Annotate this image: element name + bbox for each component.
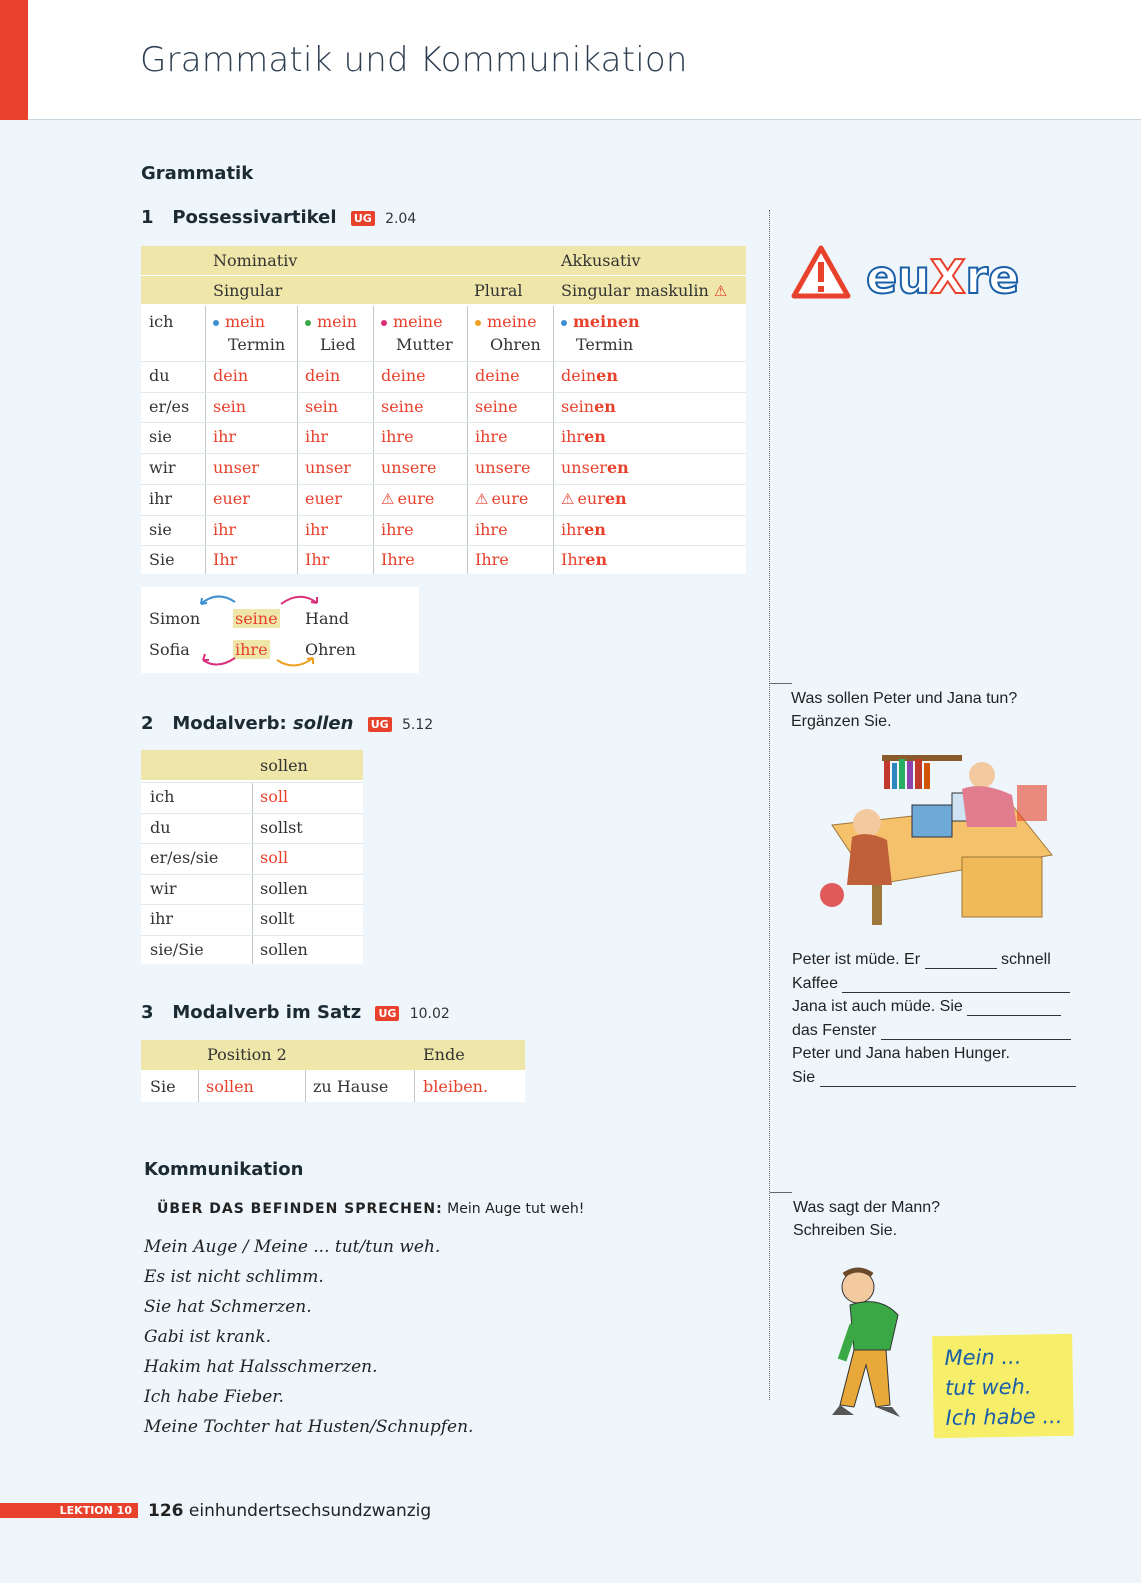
row-separator — [141, 843, 363, 844]
euxre-example — [866, 250, 1019, 304]
divider-tick — [770, 1192, 792, 1193]
possessive-cell: ihr — [305, 520, 329, 539]
ug-reference: 5.12 — [401, 717, 434, 733]
ending: en — [584, 520, 606, 539]
possessive-cell — [561, 397, 616, 416]
ending: en — [585, 550, 608, 569]
possessive-cell: seine — [381, 397, 424, 416]
column-divider — [467, 306, 468, 574]
page-number-word: einhundertsechsundzwanzig — [188, 1501, 432, 1521]
page-title: Grammatik und Kommunikation — [140, 40, 688, 80]
possessive-word: eure — [397, 489, 435, 508]
task-1-instruction: Ergänzen Sie. — [791, 713, 892, 730]
office-illustration-icon — [812, 745, 1062, 945]
possessive-cell: ihre — [475, 427, 508, 446]
sticky-line-2: tut weh. — [944, 1374, 1032, 1401]
chapter-color-bar — [0, 0, 28, 120]
person-cell: er/es — [149, 397, 190, 416]
column-divider — [769, 210, 771, 1400]
example-seine: seine — [235, 609, 278, 628]
subheading-caps: ÜBER DAS BEFINDEN SPRECHEN: — [157, 1201, 443, 1217]
possessive-cell — [561, 366, 618, 385]
possessive-cell: Ihre — [381, 550, 415, 569]
kommunikation-phrase: Meine Tochter hat Husten/Schnupfen. — [144, 1417, 474, 1437]
header-separator — [141, 275, 746, 276]
example-simon: Simon — [149, 609, 201, 628]
example-ohren: Ohren — [305, 640, 356, 659]
possessive-cell: unser — [213, 458, 259, 477]
meinen-word: meinen — [573, 312, 640, 331]
person-cell: wir — [150, 879, 177, 898]
feminine-dot-icon — [381, 320, 387, 326]
warning-icon: ⚠ — [475, 490, 489, 508]
task-1-line-5: Peter und Jana haben Hunger. — [792, 1045, 1010, 1062]
example-sofia: Sofia — [149, 640, 190, 659]
person-cell: sie/Sie — [150, 940, 204, 959]
lektion-tag: LEKTION 10 — [0, 1503, 138, 1518]
stem: sein — [561, 397, 595, 416]
task-1-question: Was sollen Peter und Jana tun? — [791, 690, 1018, 707]
neuter-dot-icon — [305, 320, 311, 326]
row-separator — [141, 935, 363, 936]
kommunikation-phrase: Es ist nicht schlimm. — [144, 1267, 324, 1287]
task-1-line-4 — [792, 1022, 1071, 1040]
verb-form-cell: sollt — [260, 909, 295, 928]
row-separator — [141, 904, 363, 905]
row-separator — [141, 484, 746, 485]
task-1-line-1 — [792, 951, 1051, 969]
warning-icon: ⚠ — [381, 490, 395, 508]
line-3-text: Jana ist auch müde. Sie — [792, 998, 963, 1015]
possessive-cell — [561, 458, 629, 477]
example-ihre: ihre — [235, 640, 268, 659]
kommunikation-phrase: Gabi ist krank. — [144, 1327, 272, 1347]
person-ich: ich — [149, 312, 174, 331]
possessive-cell: Ihre — [475, 550, 509, 569]
euxre-part-a: eu — [866, 250, 930, 304]
person-cell: ihr — [150, 909, 174, 928]
answer-blank[interactable] — [820, 1086, 1076, 1087]
cell-meinen-termin — [561, 312, 640, 331]
stem: ihr — [561, 520, 585, 539]
section-2-title-em: sollen — [293, 713, 354, 734]
line-1-end: schnell — [1000, 951, 1051, 968]
arrows-icon — [195, 590, 335, 670]
possessive-cell — [475, 489, 528, 508]
kommunikation-phrase: Ich habe Fieber. — [144, 1387, 284, 1407]
meine-word: meine — [393, 312, 443, 331]
divider-tick — [770, 683, 792, 684]
possessive-cell: ihr — [305, 427, 329, 446]
person-cell: Sie — [149, 550, 175, 569]
mein-word: mein — [317, 312, 358, 331]
possessive-cell: seine — [475, 397, 518, 416]
verb-form-cell: sollen — [260, 940, 308, 959]
sticky-line-1: Mein ... — [944, 1344, 1022, 1371]
sticky-note — [932, 1334, 1074, 1438]
column-divider — [373, 306, 374, 574]
person-cell: ich — [150, 787, 175, 806]
possessive-cell: ihr — [213, 427, 237, 446]
sticky-line-3: Ich habe ... — [945, 1403, 1063, 1431]
page-number — [148, 1501, 431, 1521]
cell-meine-mutter — [381, 312, 443, 331]
column-divider — [553, 306, 554, 574]
ending: en — [606, 458, 629, 477]
verb-form-cell: soll — [260, 787, 289, 806]
possessive-cell: deine — [475, 366, 520, 385]
ending: en — [584, 427, 606, 446]
person-cell: du — [150, 818, 171, 837]
possessive-cell: deine — [381, 366, 426, 385]
man-illustration-icon — [820, 1265, 930, 1425]
possessive-cell — [561, 489, 627, 508]
task-1-line-2 — [792, 975, 1070, 993]
possessive-cell: sein — [213, 397, 247, 416]
stem: unser — [561, 458, 607, 477]
section-1-heading — [141, 207, 416, 228]
answer-blank[interactable] — [842, 992, 1070, 993]
ug-badge: UG — [351, 211, 375, 226]
subheading-rest: Mein Auge tut weh! — [442, 1201, 585, 1217]
person-cell: wir — [149, 458, 176, 477]
section-2-heading — [141, 713, 433, 734]
warning-triangle-icon — [790, 244, 852, 300]
possessive-cell: dein — [305, 366, 341, 385]
possessive-cell: euer — [305, 489, 342, 508]
line-1-text: Peter ist müde. Er — [792, 951, 921, 968]
column-divider — [305, 1070, 306, 1102]
person-cell: ihr — [149, 489, 173, 508]
possessive-cell — [561, 550, 607, 569]
column-divider — [297, 306, 298, 574]
verb-form-cell: sollen — [260, 879, 308, 898]
kommunikation-phrase: Mein Auge / Meine ... tut/tun weh. — [144, 1237, 441, 1257]
warning-icon: ⚠ — [713, 282, 728, 300]
sollen-table-header — [141, 750, 363, 780]
verb-form-cell: soll — [260, 848, 289, 867]
masculine-dot-icon — [213, 320, 219, 326]
ug-reference: 2.04 — [385, 211, 417, 227]
row-separator — [141, 422, 746, 423]
header-plural: Plural — [474, 281, 523, 300]
task-1-line-3 — [792, 998, 1061, 1016]
row-separator — [141, 782, 363, 783]
plural-dot-icon — [475, 320, 481, 326]
person-cell: du — [149, 366, 170, 385]
section-3-title: Modalverb im Satz — [172, 1002, 362, 1023]
euxre-part-b: re — [965, 250, 1020, 304]
satz-table-header — [141, 1040, 525, 1070]
answer-blank[interactable] — [967, 1015, 1061, 1016]
warning-icon: ⚠ — [561, 490, 575, 508]
meine-word: meine — [487, 312, 537, 331]
page-number-digits: 126 — [148, 1501, 184, 1521]
grammatik-heading: Grammatik — [141, 163, 254, 184]
column-divider — [198, 1070, 199, 1102]
satz-ende: Ende — [423, 1045, 465, 1064]
person-cell: sie — [149, 520, 172, 539]
noun-mutter: Mutter — [396, 335, 453, 354]
header-nominativ: Nominativ — [213, 251, 298, 270]
task-1-line-6 — [792, 1069, 1076, 1087]
column-divider — [205, 306, 206, 574]
satz-bleiben: bleiben. — [423, 1077, 489, 1096]
possessive-cell: euer — [213, 489, 250, 508]
possessive-cell: Ihr — [305, 550, 330, 569]
cell-mein-lied — [305, 312, 357, 331]
possessive-cell: Ihr — [213, 550, 238, 569]
person-cell: er/es/sie — [150, 848, 219, 867]
sollen-header: sollen — [260, 756, 308, 775]
masculine-dot-icon — [561, 320, 567, 326]
line-4-text: das Fenster — [792, 1022, 877, 1039]
stem: dein — [561, 366, 597, 385]
possessive-word: eure — [491, 489, 529, 508]
noun-termin: Termin — [228, 335, 286, 354]
row-separator — [141, 361, 746, 362]
row-separator — [141, 392, 746, 393]
satz-sie: Sie — [150, 1077, 176, 1096]
kommunikation-heading: Kommunikation — [144, 1159, 304, 1180]
section-2-number: 2 — [141, 713, 154, 734]
ug-reference: 10.02 — [409, 1006, 450, 1022]
possessive-cell: unsere — [381, 458, 437, 477]
column-divider — [414, 1070, 415, 1102]
example-hand: Hand — [305, 609, 350, 628]
mein-word: mein — [225, 312, 266, 331]
row-separator — [141, 545, 746, 546]
task-2-instruction: Schreiben Sie. — [793, 1222, 898, 1239]
section-2-title: Modalverb: — [172, 713, 293, 734]
person-cell: sie — [149, 427, 172, 446]
row-separator — [141, 515, 746, 516]
cell-mein-termin — [213, 312, 265, 331]
possessive-cell: unsere — [475, 458, 531, 477]
possessive-cell: dein — [213, 366, 249, 385]
line-2-text: Kaffee — [792, 975, 838, 992]
satz-position-2: Position 2 — [207, 1045, 287, 1064]
possessive-cell — [381, 489, 434, 508]
section-1-title: Possessivartikel — [172, 207, 337, 228]
possessive-cell: ihre — [381, 427, 414, 446]
row-separator — [141, 874, 363, 875]
line-6-text: Sie — [792, 1069, 816, 1086]
possessive-cell: unser — [305, 458, 351, 477]
possessive-cell — [561, 427, 606, 446]
verb-form-cell: sollst — [260, 818, 303, 837]
possessive-cell: ihre — [381, 520, 414, 539]
cell-meine-ohren — [475, 312, 537, 331]
row-separator — [141, 453, 746, 454]
possessive-cell: sein — [305, 397, 339, 416]
kommunikation-phrase: Sie hat Schmerzen. — [144, 1297, 312, 1317]
noun-lied: Lied — [320, 335, 356, 354]
header-singular: Singular — [213, 281, 283, 300]
singular-maskulin-label: Singular maskulin — [561, 281, 709, 300]
answer-blank[interactable] — [925, 968, 997, 969]
kommunikation-subheading — [157, 1201, 584, 1217]
cross-out-icon: X — [929, 250, 966, 304]
header-singular-maskulin — [561, 281, 730, 300]
section-3-number: 3 — [141, 1002, 154, 1023]
kommunikation-phrase: Hakim hat Halsschmerzen. — [144, 1357, 378, 1377]
stem: ihr — [561, 427, 585, 446]
satz-zu-hause: zu Hause — [313, 1077, 389, 1096]
possessive-cell: ihre — [475, 520, 508, 539]
header-divider — [28, 119, 1141, 120]
stem: Ihr — [561, 550, 586, 569]
stem: eur — [577, 489, 605, 508]
header-akkusativ: Akkusativ — [561, 251, 641, 270]
row-separator — [141, 813, 363, 814]
ug-badge: UG — [368, 717, 392, 732]
ending: en — [604, 489, 627, 508]
answer-blank[interactable] — [881, 1039, 1071, 1040]
possessive-cell: ihr — [213, 520, 237, 539]
section-3-heading — [141, 1002, 450, 1023]
section-1-number: 1 — [141, 207, 154, 228]
noun-ohren: Ohren — [490, 335, 541, 354]
column-divider — [252, 782, 253, 964]
satz-sollen: sollen — [206, 1077, 254, 1096]
possessive-cell — [561, 520, 606, 539]
ending: en — [596, 366, 618, 385]
noun-termin: Termin — [576, 335, 634, 354]
ug-badge: UG — [375, 1006, 399, 1021]
task-2-question: Was sagt der Mann? — [793, 1199, 941, 1216]
ending: en — [594, 397, 616, 416]
